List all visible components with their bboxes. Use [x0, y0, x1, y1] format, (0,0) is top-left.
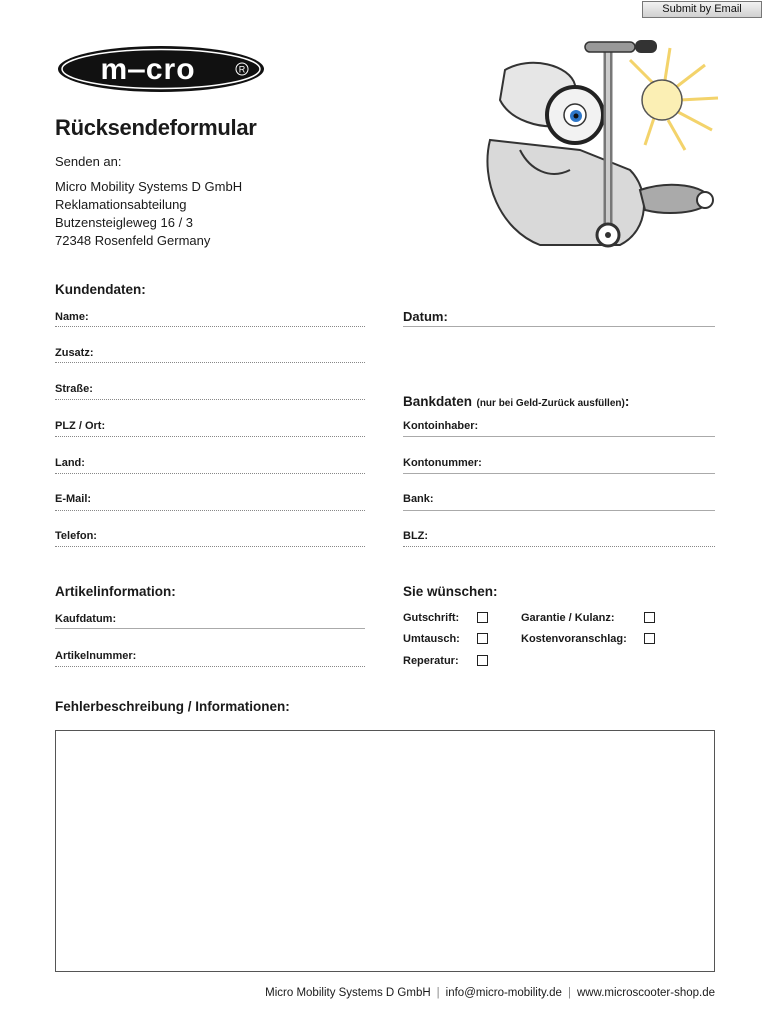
address-line: Butzensteigleweg 16 / 3: [55, 215, 194, 230]
bank-label: Bank:: [403, 493, 434, 505]
bank-heading-text: Bankdaten: [403, 394, 473, 409]
repair-checkbox[interactable]: [477, 655, 488, 666]
name-label: Name:: [55, 311, 89, 323]
submit-by-email-button[interactable]: Submit by Email: [642, 1, 762, 18]
customer-data-heading: Kundendaten:: [55, 282, 146, 297]
footer-email: info@micro-mobility.de: [445, 987, 562, 999]
description-heading: Fehlerbeschreibung / Informationen:: [55, 699, 290, 714]
address-line: Micro Mobility Systems D GmbH: [55, 179, 243, 194]
name-field[interactable]: [55, 326, 365, 327]
exchange-checkbox[interactable]: [477, 633, 488, 644]
svg-text:R: R: [238, 64, 246, 75]
cost-estimate-label: Kostenvoranschlag:: [521, 633, 627, 645]
footer: [55, 987, 715, 999]
address-line: Reklamationsabteilung: [55, 197, 187, 212]
bank-data-heading: [403, 393, 629, 411]
exchange-label: Umtausch:: [403, 633, 460, 645]
bank-field[interactable]: [403, 510, 715, 511]
bank-heading-colon: :: [624, 394, 630, 409]
email-label: E-Mail:: [55, 493, 92, 505]
cost-estimate-checkbox[interactable]: [644, 633, 655, 644]
date-field[interactable]: [403, 326, 715, 327]
street-label: Straße:: [55, 383, 93, 395]
account-number-label: Kontonummer:: [403, 457, 482, 469]
street-field[interactable]: [55, 399, 365, 400]
email-field[interactable]: [55, 510, 365, 511]
footer-separator: |: [436, 987, 440, 999]
repair-label: Reperatur:: [403, 655, 459, 667]
zusatz-label: Zusatz:: [55, 347, 94, 359]
description-textarea[interactable]: [55, 730, 715, 972]
footer-separator: |: [567, 987, 571, 999]
zip-city-field[interactable]: [55, 436, 365, 437]
page-title: Rücksendeformular: [55, 115, 257, 140]
phone-label: Telefon:: [55, 530, 97, 542]
account-holder-label: Kontoinhaber:: [403, 420, 479, 432]
zip-city-label: PLZ / Ort:: [55, 420, 106, 432]
article-info-heading: Artikelinformation:: [55, 584, 176, 599]
account-holder-field[interactable]: [403, 436, 715, 437]
article-number-field[interactable]: [55, 666, 365, 667]
credit-checkbox[interactable]: [477, 612, 488, 623]
warranty-label: Garantie / Kulanz:: [521, 612, 615, 624]
mascot-illustration: [450, 30, 750, 280]
blz-field[interactable]: [403, 546, 715, 547]
warranty-checkbox[interactable]: [644, 612, 655, 623]
purchase-date-label: Kaufdatum:: [55, 613, 117, 625]
blz-label: BLZ:: [403, 530, 429, 542]
svg-text:m‒cro: m‒cro: [100, 53, 196, 86]
country-field[interactable]: [55, 473, 365, 474]
purchase-date-field[interactable]: [55, 628, 365, 629]
country-label: Land:: [55, 457, 85, 469]
credit-label: Gutschrift:: [403, 612, 460, 624]
wishes-heading: Sie wünschen:: [403, 584, 498, 599]
account-number-field[interactable]: [403, 473, 715, 474]
zusatz-field[interactable]: [55, 362, 365, 363]
footer-website: www.microscooter-shop.de: [576, 987, 715, 999]
address-block: [55, 178, 242, 250]
article-number-label: Artikelnummer:: [55, 650, 137, 662]
micro-logo: [56, 44, 266, 94]
address-line: 72348 Rosenfeld Germany: [55, 233, 211, 248]
date-label: Datum:: [403, 309, 448, 324]
phone-field[interactable]: [55, 546, 365, 547]
footer-company: Micro Mobility Systems D GmbH: [265, 987, 431, 999]
send-to-label: Senden an:: [55, 154, 122, 169]
bank-note: (nur bei Geld-Zurück ausfüllen): [476, 398, 625, 409]
